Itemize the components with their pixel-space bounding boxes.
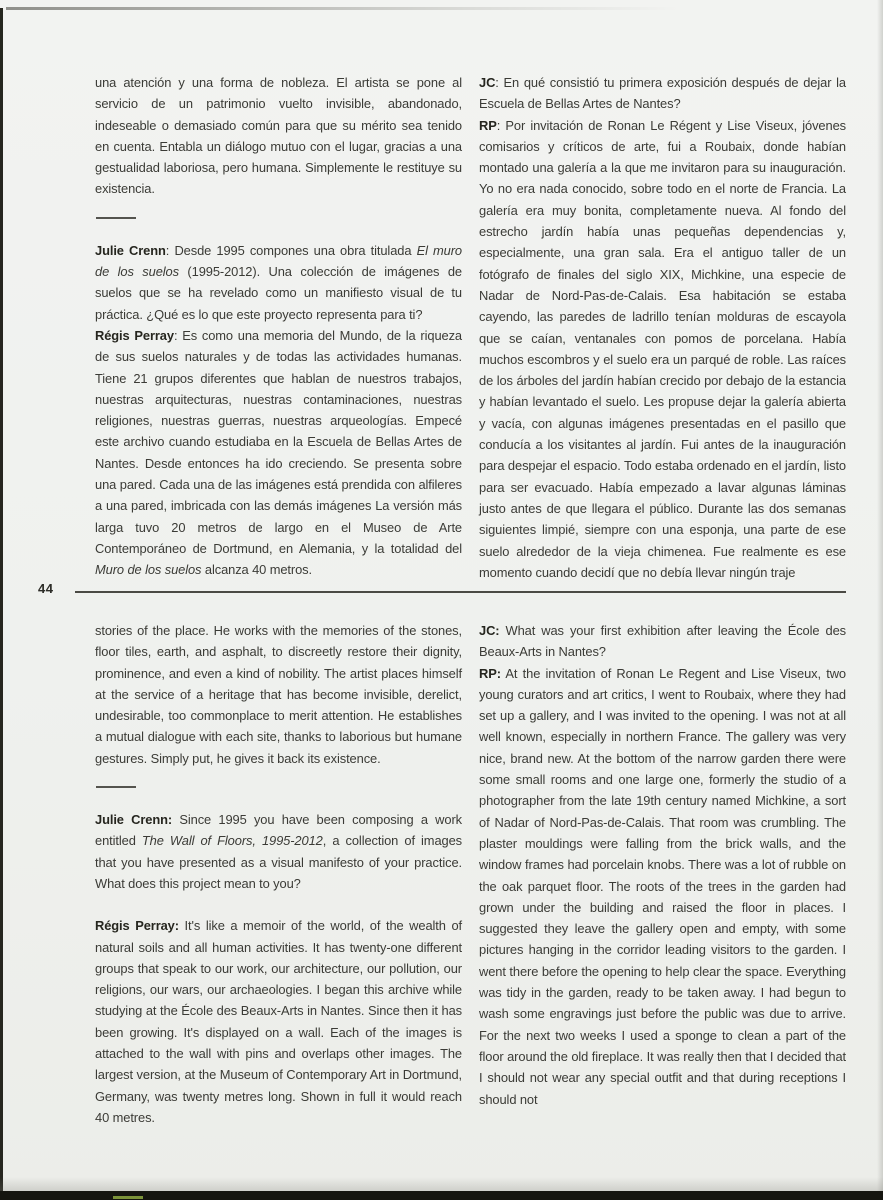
paragraph — [95, 915, 462, 1128]
paragraph — [95, 809, 462, 894]
body-text: The Wall of Floors, 1995-2012 — [141, 833, 323, 849]
speaker-name: RP: — [479, 665, 501, 681]
body-text: Muro de los suelos — [95, 562, 202, 578]
body-text: : Por invitación de Ronan Le Régent y Lise Viseux, jóvenes comisarios y críticos de arte, fui a Roubaix, donde habían montado una galería a la que me invitaron para su inauguración. Yo no era nada conocido, sobre todo en el norte de Francia. La galería era muy bonita, completamente nueva. Al fondo del estrecho jardín había unas pequeñas dependencias y, especialmente, una gran sala. Era el antiguo taller de un fotógrafo de finales del siglo XIX, Michkine, una especie de Nadar de Nord-Pas-de-Calais. Esa habitación se estaba cayendo, las paredes de ladrillo tenían molduras de escayola que se caían, ventanales con pomos de porcelana. Había muchos escombros y el suelo era un parqué de roble. Las raíces de los árboles del jardín habían crecido por debajo de la estancia y habían levantado el suelo. Les propuse dejar la galería abierta y vacía, con algunas imágenes presentadas en el pasillo que conducía a los visitantes al jardín. Fui antes de la inauguración para despejar el espacio. Todo estaba ordenado en el jardín, listo para ser evacuado. Había empezado a lavar algunas láminas justo antes de que llegara el público. Durante las dos semanas siguientes limpié, siempre con una esponja, una parte de ese suelo alrededor de la vieja chimenea. Fue realmente es ese momento cuando decidí que no debía llevar ningún traje — [479, 117, 846, 580]
paragraph — [95, 620, 462, 769]
body-text: , a collection of images that you have presented as a visual manifesto of your practice. What does this project mean to you? — [95, 833, 462, 891]
speaker-name: Régis Perray — [95, 327, 174, 343]
body-text: El muro de los suelos — [95, 242, 462, 280]
scan-artifact-speck — [113, 1196, 143, 1199]
paragraph — [479, 620, 846, 663]
speaker-name: JC — [479, 75, 496, 90]
body-text: Since 1995 you have been composing a work entitled — [95, 812, 462, 849]
body-text: At the invitation of Ronan Le Regent and Lise Viseux, two young curators and art critics, I went to Roubaix, where they had set up a gallery, and I was invited to the opening. I was not at all well known, especially in northern France. The gallery was very nice, brand new. At the bottom of the narrow garden there were some small rooms and one large one, formerly the studio of a photographer from the late 19th century named Michkine, a sort of Nadar of Nord-Pas-de-Calais. That room was crumbling. The plaster mouldings were falling from the brick walls, and the window frames had porcelain knobs. There was a lot of rubble on the oak parquet floor. The roots of the trees in the garden had grown under the building and raised the floor in places. I suggested they leave the gallery open and empty, with some pictures hanging in the corridor leading visitors to the garden. I went there before the opening to help clear the space. Everything was tidy in the garden, ready to be taken away. I had begun to wash some engravings just before the public was due to arrive. For the next two weeks I used a sponge to clean a part of the floor around the old fireplace. It was really then that I decided that I should not wear any special outfit and that during receptions I should not — [479, 665, 846, 1107]
column-spanish-right — [479, 72, 846, 583]
paragraph-separator-rule — [96, 217, 136, 219]
speaker-name: Julie Crenn: — [95, 812, 173, 828]
body-text: una atención y una forma de nobleza. El artista se pone al servicio de un patrimonio vuelto invisible, abandonado, indeseable o demasiado común para que su mérito sea tenido en cuenta. Entabla un diálogo mutuo con el lugar, gracias a una gestualidad laboriosa, pero humana. Simplemente le restituye su existencia. — [95, 75, 462, 197]
scan-edge-bottom-shadow — [0, 1177, 883, 1191]
body-text: alcanza 40 metros. — [201, 562, 312, 578]
paragraph — [95, 72, 462, 200]
paragraph-separator-rule — [96, 786, 136, 788]
speaker-name: JC: — [479, 623, 500, 638]
body-text: It's like a memoir of the world, of the wealth of natural soils and all human activities. It has twenty-one different groups that speak to our work, our architecture, our pollution, our religions, our wars, our archaeologies. I began this archive while studying at the École des Beaux-Arts in Nantes. Since then it has been growing. It's displayed on a wall. Each of the images is attached to the wall with pins and overlaps other images. The largest version, at the Museum of Contemporary Art in Dortmund, Germany, was twenty metres long. Shown in full it would reach 40 metres. — [95, 918, 463, 1125]
column-english-right — [479, 620, 846, 1110]
paragraph — [479, 115, 846, 584]
speaker-name: Julie Crenn — [95, 242, 166, 258]
scan-edge-right — [877, 0, 883, 1200]
scan-edge-left — [0, 8, 3, 1200]
paragraph — [479, 663, 846, 1110]
scan-edge-bottom — [0, 1191, 883, 1200]
body-text: : Es como una memoria del Mundo, de la riqueza de sus suelos naturales y de todas las actividades humanas. Tiene 21 grupos diferentes que hablan de nuestros trabajos, nuestras arquitecturas, nuestras contaminaciones, nuestras religiones, nuestras guerras, nuestras arqueologías. Empecé este archivo cuando estudiaba en la Escuela de Bellas Artes de Nantes. Desde entonces ha ido creciendo. Se presenta sobre una pared. Cada una de las imágenes está prendida con alfileres a una pared, imbricada con las demás imágenes La versión más larga tuvo 20 metros de largo en el Museo de Arte Contemporáneo de Dortmund, en Alemania, y la totalidad del — [95, 327, 462, 556]
paragraph — [95, 325, 462, 581]
page-number: 44 — [38, 581, 54, 596]
body-text: : Desde 1995 compones una obra titulada — [165, 242, 417, 258]
paragraph — [95, 240, 462, 325]
body-text: stories of the place. He works with the memories of the stones, floor tiles, earth, and asphalt, to discreetly restore their dignity, prominence, and even a kind of nobility. The artist places himself at the service of a heritage that has become invisible, derelict, undesirable, too commonplace to merit attention. He establishes a mutual dialogue with each site, thanks to laborious but humane gestures. Simply put, he gives it back its existence. — [95, 623, 462, 766]
paragraph-gap — [95, 894, 462, 915]
paragraph — [479, 72, 846, 115]
body-text: What was your first exhibition after leaving the École des Beaux-Arts in Nantes? — [479, 623, 846, 660]
column-spanish-left — [95, 72, 462, 581]
body-text: (1995-2012). Una colección de imágenes de suelos que se ha revelado como un manifiesto visual de tu práctica. ¿Qué es lo que este proyecto representa para ti? — [95, 264, 463, 322]
scan-edge-top — [6, 7, 678, 10]
speaker-name: Régis Perray: — [95, 918, 179, 934]
body-text: : En qué consistió tu primera exposición después de dejar la Escuela de Bellas Artes de Nantes? — [479, 75, 846, 112]
speaker-name: RP — [479, 117, 497, 133]
section-divider-line — [75, 591, 846, 593]
column-english-left — [95, 620, 462, 1128]
